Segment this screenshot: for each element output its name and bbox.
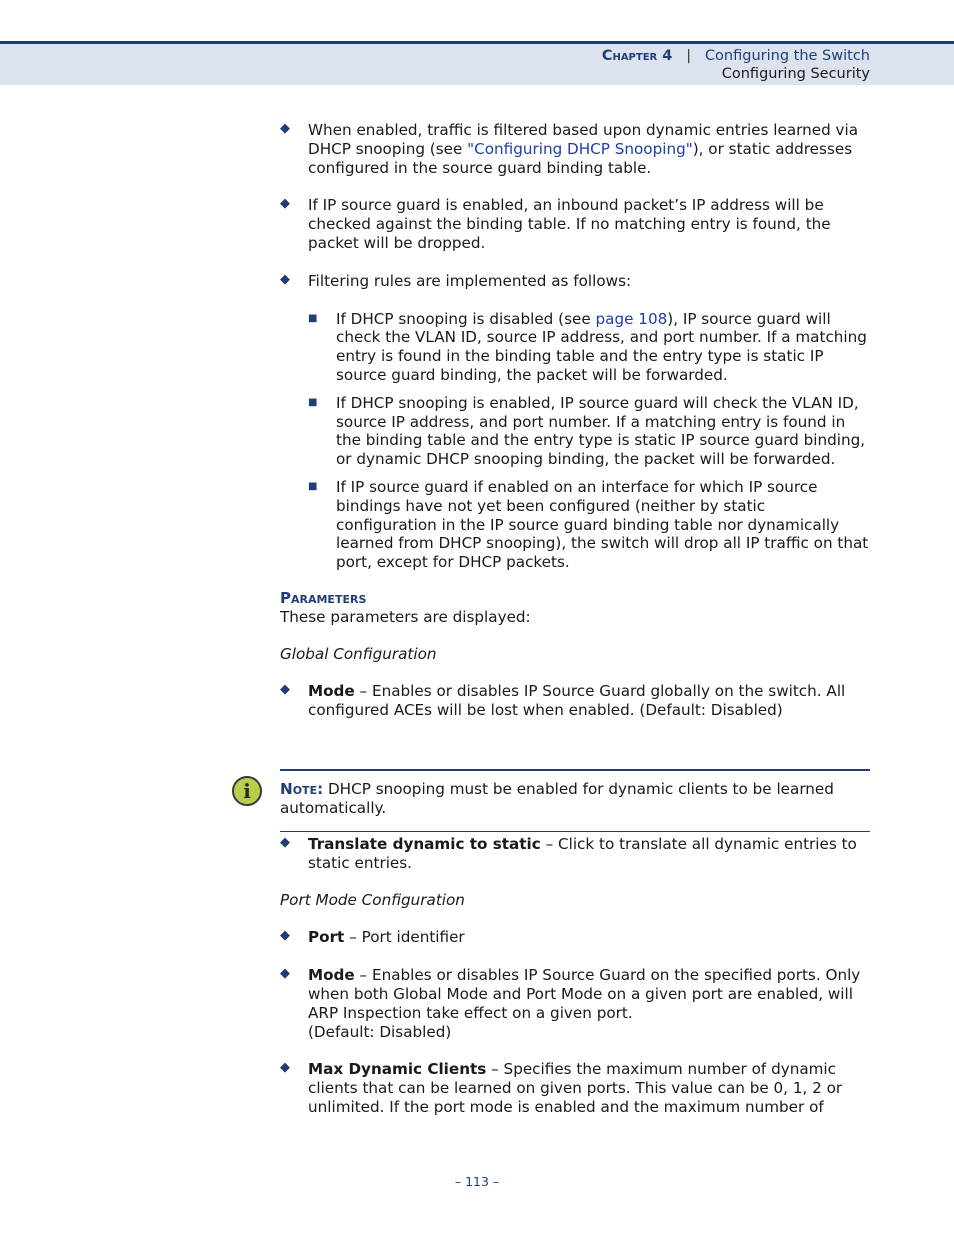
list-item: ◆ Filtering rules are implemented as follows: <box>280 271 632 290</box>
page-number: – 113 – <box>454 1174 500 1189</box>
list-item: ◆ Port – Port identifier <box>280 928 465 947</box>
list-item: ◆ Max Dynamic Clients – Specifies the maximum number of dynamic clients that can be learned on given ports. This value can be 0, 1, 2 or unlimited. If the port mode is enabled and the maximum number of <box>280 1060 843 1116</box>
term-mode: Mode <box>308 682 355 701</box>
chapter-title: Configuring the Switch <box>704 48 870 64</box>
term-port-mode: Mode <box>308 966 355 985</box>
info-icon: i <box>232 776 262 806</box>
diamond-bullet-icon: ◆ <box>280 682 290 698</box>
section-title: Configuring Security <box>721 66 870 82</box>
term-port: Port <box>308 928 345 947</box>
diamond-bullet-icon: ◆ <box>280 271 290 287</box>
diamond-bullet-icon: ◆ <box>280 1060 290 1076</box>
diamond-bullet-icon: ◆ <box>280 121 290 136</box>
list-item: ◆ Mode – Enables or disables IP Source Guard globally on the switch. All configured ACEs will be lost when enabled. (Default: Disabled) <box>280 682 846 720</box>
port-config-heading: Port Mode Configuration <box>280 890 465 909</box>
note-divider-bottom <box>280 831 870 832</box>
diamond-bullet-icon: ◆ <box>280 928 290 944</box>
list-item: ◆ Translate dynamic to static – Click to translate all dynamic entries to static entries. <box>280 834 857 872</box>
header-separator: | <box>686 48 692 64</box>
sub-list-item: ■ If DHCP snooping is disabled (see page 108), IP source guard will check the VLAN ID, source IP address, and port number. If a matching entry is found in the binding table and the entry type is static IP source guard binding, the packet will be forwarded. <box>308 309 867 384</box>
sub-list-item: ■ If IP source guard if enabled on an interface for which IP source bindings have not yet been configured (neither by static configuration in the IP source guard binding table nor dynamically learned from DHCP snooping), the switch will drop all IP traffic on that port, except for DHCP packets. <box>308 477 869 572</box>
term-translate: Translate dynamic to static <box>308 834 541 853</box>
chapter-label: Chapter 4 <box>601 48 673 64</box>
diamond-bullet-icon: ◆ <box>280 834 290 850</box>
header-chapter-line <box>602 47 870 66</box>
note-text: Note: DHCP snooping must be enabled for dynamic clients to be learned automatically. <box>280 780 834 817</box>
note-label: Note: <box>280 780 324 798</box>
main-content <box>280 121 870 1117</box>
diamond-bullet-icon: ◆ <box>280 966 290 982</box>
diamond-bullet-icon: ◆ <box>280 196 290 212</box>
note-box <box>230 769 870 833</box>
configuring-dhcp-snooping-link[interactable]: "Configuring DHCP Snooping" <box>467 139 693 158</box>
sub-list-item: ■ If DHCP snooping is enabled, IP source guard will check the VLAN ID, source IP address, and port number. If a matching entry is found in the binding table and the entry type is static IP source guard binding, or dynamic DHCP snooping binding, the packet will be forwarded. <box>308 393 866 469</box>
note-divider-top <box>280 769 870 771</box>
parameters-heading: Parameters <box>280 588 367 607</box>
term-max-dynamic-clients: Max Dynamic Clients <box>308 1060 487 1079</box>
list-item: ◆ Mode – Enables or disables IP Source Guard on the specified ports. Only when both Global Mode and Port Mode on a given port are enabled, will ARP Inspection take effect on a given port. (Default: Disabled) <box>280 966 861 1041</box>
square-bullet-icon: ■ <box>308 396 318 408</box>
square-bullet-icon: ■ <box>308 480 318 492</box>
page-108-link[interactable]: page 108 <box>595 309 668 328</box>
list-item: ◆ If IP source guard is enabled, an inbound packet’s IP address will be checked against the binding table. If no matching entry is found, the packet will be dropped. <box>280 196 831 252</box>
global-config-heading: Global Configuration <box>280 644 437 663</box>
list-item: ◆ When enabled, traffic is filtered based upon dynamic entries learned via DHCP snooping (see "Configuring DHCP Snooping"), or static addresses configured in the source guard binding table. <box>280 121 859 177</box>
page-header <box>0 41 954 85</box>
square-bullet-icon: ■ <box>308 312 318 324</box>
parameters-intro: These parameters are displayed: <box>280 607 531 626</box>
